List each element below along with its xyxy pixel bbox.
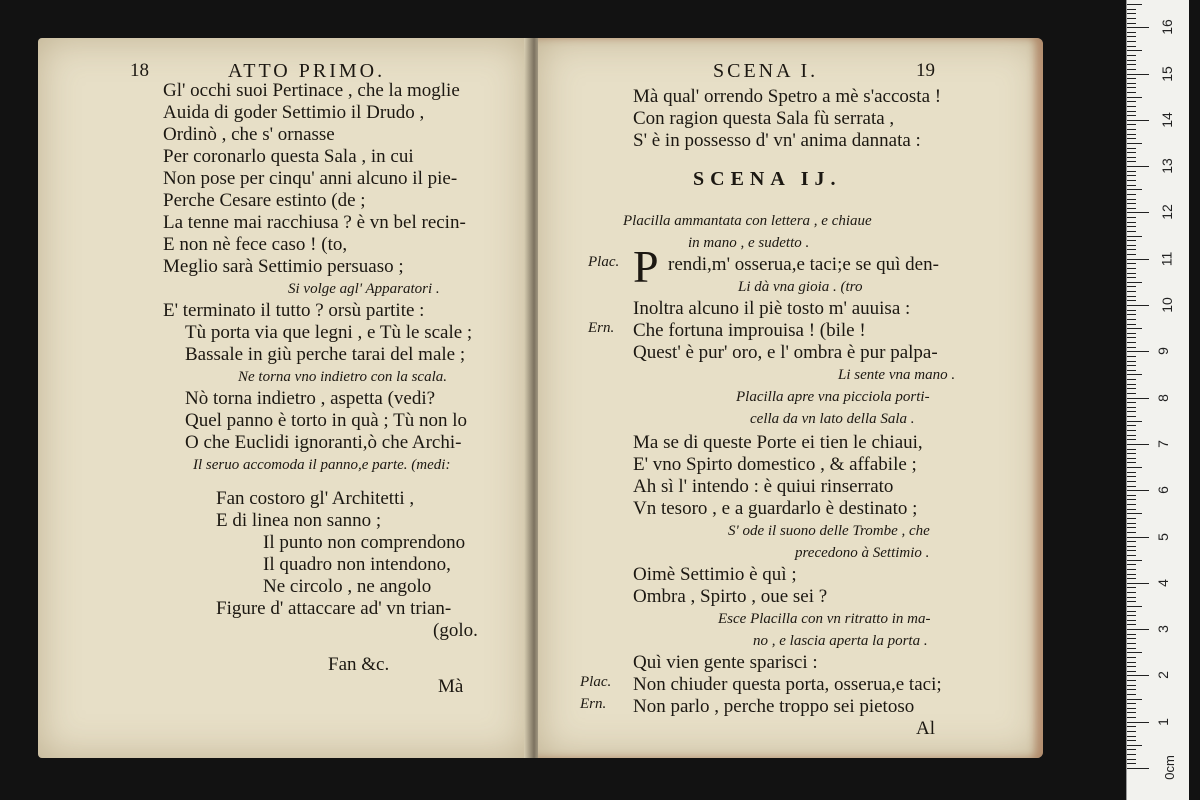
text-line: Quel panno è torto in quà ; Tù non lo	[185, 410, 467, 431]
stage-direction: in mano , e sudetto .	[688, 235, 810, 251]
text-line: Vn tesoro , e a guardarlo è destinato ;	[633, 498, 918, 519]
ruler-tick	[1127, 560, 1142, 561]
ruler-tick	[1127, 708, 1136, 709]
text-line: La tenne mai racchiusa ? è vn bel recin-	[163, 212, 466, 233]
catchword: Al	[916, 718, 935, 739]
verse-line: Il punto non comprendono	[263, 532, 466, 553]
text-line: Quì vien gente sparisci :	[633, 652, 818, 673]
ruler-tick	[1127, 615, 1136, 616]
ruler-tick	[1127, 384, 1136, 385]
ruler-tick	[1127, 259, 1149, 260]
ruler-tick	[1127, 379, 1136, 380]
ruler-tick	[1127, 666, 1136, 667]
ruler-tick	[1127, 680, 1136, 681]
text-line: Ombra , Spirto , oue sei ?	[633, 586, 828, 607]
speaker-label: Ern.	[588, 320, 615, 336]
ruler-tick	[1127, 527, 1136, 528]
ruler-tick	[1127, 222, 1136, 223]
ruler-tick	[1127, 717, 1136, 718]
ruler-tick	[1127, 648, 1136, 649]
ruler-tick	[1127, 347, 1136, 348]
ruler-tick	[1127, 314, 1136, 315]
ruler-tick	[1127, 499, 1136, 500]
stage-direction: cella da vn lato della Sala .	[750, 411, 915, 427]
ruler-tick	[1127, 13, 1136, 14]
ruler-tick	[1127, 453, 1136, 454]
ruler-tick	[1127, 712, 1136, 713]
speaker-label: Plac.	[580, 674, 612, 690]
ruler-tick	[1127, 194, 1136, 195]
ruler-tick	[1127, 249, 1136, 250]
ruler-tick	[1127, 55, 1136, 56]
ruler-tick	[1127, 324, 1136, 325]
ruler-tick	[1127, 4, 1142, 5]
ruler-tick	[1127, 601, 1136, 602]
ruler-number: 4	[1154, 578, 1171, 587]
ruler-tick	[1127, 199, 1136, 200]
ruler-tick	[1127, 217, 1136, 218]
scene-title: SCENA IJ.	[693, 168, 842, 190]
ruler-tick	[1127, 731, 1136, 732]
page-number-left: 18	[130, 60, 149, 81]
ruler-tick	[1127, 587, 1136, 588]
ruler-tick	[1127, 458, 1136, 459]
ruler-number: 1	[1154, 717, 1171, 726]
text-line: Mà qual' orrendo Spetro a mè s'accosta !	[633, 86, 942, 107]
page-number-right: 19	[916, 60, 935, 81]
ruler-tick	[1127, 92, 1136, 93]
ruler-tick	[1127, 226, 1136, 227]
ruler-tick	[1127, 574, 1136, 575]
ruler-tick	[1127, 592, 1136, 593]
ruler-tick	[1127, 416, 1136, 417]
stage-direction: no , e lascia aperta la porta .	[753, 633, 928, 649]
stage-direction: Placilla ammantata con lettera , e chiaue	[623, 213, 872, 229]
running-head-right: SCENA I.	[713, 60, 819, 82]
ruler-tick	[1127, 620, 1136, 621]
text-line: Non chiuder questa porta, osserua,e taci;	[633, 674, 942, 695]
ruler-tick	[1127, 41, 1136, 42]
ruler-tick	[1127, 439, 1136, 440]
ruler-tick	[1127, 749, 1136, 750]
verse-line: Ne circolo , ne angolo	[263, 576, 432, 597]
ruler-tick	[1127, 532, 1136, 533]
ruler-number: 14	[1158, 112, 1175, 128]
ruler-tick	[1127, 46, 1136, 47]
ruler-number: 8	[1154, 393, 1171, 402]
ruler-tick	[1127, 550, 1136, 551]
ruler-tick	[1127, 388, 1136, 389]
ruler-tick	[1127, 23, 1136, 24]
text-line: Per coronarlo questa Sala , in cui	[163, 146, 414, 167]
ruler-tick	[1127, 430, 1136, 431]
ruler-tick	[1127, 333, 1136, 334]
ruler-tick	[1127, 175, 1136, 176]
ruler-tick	[1127, 185, 1136, 186]
stage-direction: Placilla apre vna picciola porti-	[736, 389, 930, 405]
ruler-tick	[1127, 754, 1136, 755]
ruler-tick	[1127, 134, 1136, 135]
ruler-number: 16	[1158, 19, 1175, 35]
ruler-tick	[1127, 236, 1142, 237]
ruler-tick	[1127, 555, 1136, 556]
ruler-tick	[1127, 722, 1149, 723]
ruler-tick	[1127, 411, 1136, 412]
ruler-tick	[1127, 74, 1149, 75]
stage-direction: Il seruo accomoda il panno,e parte. (medi:	[193, 457, 451, 473]
ruler-tick	[1127, 740, 1136, 741]
ruler-tick	[1127, 597, 1136, 598]
ruler-tick	[1127, 310, 1136, 311]
ruler-tick	[1127, 745, 1142, 746]
ruler-tick	[1127, 268, 1136, 269]
ruler-tick	[1127, 337, 1136, 338]
ruler-tick	[1127, 27, 1149, 28]
catchword: Mà	[438, 676, 464, 697]
text-line: Oimè Settimio è quì ;	[633, 564, 797, 585]
ruler-tick	[1127, 64, 1136, 65]
ruler-tick	[1127, 273, 1136, 274]
ruler-tick	[1127, 166, 1149, 167]
text-line: Bassale in giù perche tarai del male ;	[185, 344, 466, 365]
ruler-tick	[1127, 694, 1136, 695]
text-line: Quest' è pur' oro, e l' ombra è pur palpa-	[633, 342, 938, 363]
running-head-left: ATTO PRIMO.	[228, 60, 386, 82]
ruler-tick	[1127, 143, 1142, 144]
ruler-tick	[1127, 675, 1149, 676]
ruler-tick	[1127, 518, 1136, 519]
ruler-tick	[1127, 120, 1149, 121]
ruler-tick	[1127, 736, 1136, 737]
text-line: Inoltra alcuno il piè tosto m' auuisa :	[633, 298, 911, 319]
ruler-tick	[1127, 32, 1136, 33]
ruler-tick	[1127, 393, 1136, 394]
ruler-tick	[1127, 671, 1136, 672]
stage-direction: Li sente vna mano .	[838, 367, 956, 383]
ruler-tick	[1127, 282, 1142, 283]
open-book	[38, 38, 1048, 758]
stage-direction: Ne torna vno indietro con la scala.	[238, 369, 448, 385]
ruler-tick	[1127, 435, 1136, 436]
closing-line: Fan &c.	[328, 654, 390, 675]
ruler-tick	[1127, 124, 1136, 125]
ruler-tick	[1127, 374, 1142, 375]
ruler-tick	[1127, 36, 1136, 37]
ruler-tick	[1127, 768, 1149, 769]
text-line: Ah sì l' intendo : è quiui rinserrato	[633, 476, 894, 497]
ruler-tick	[1127, 189, 1142, 190]
text-line: Perche Cesare estinto (de ;	[163, 190, 366, 211]
ruler-tick	[1127, 537, 1149, 538]
ruler-tick	[1127, 578, 1136, 579]
ruler-tick	[1127, 449, 1136, 450]
ruler-tick	[1127, 180, 1136, 181]
ruler-tick	[1127, 481, 1136, 482]
ruler-number: 10	[1158, 297, 1175, 313]
ruler-tick	[1127, 759, 1136, 760]
ruler-tick	[1127, 624, 1136, 625]
ruler-tick	[1127, 305, 1149, 306]
ruler-number: 13	[1158, 158, 1175, 174]
ruler-tick	[1127, 472, 1136, 473]
ruler-tick	[1127, 97, 1142, 98]
ruler-tick	[1127, 546, 1136, 547]
ruler-tick	[1127, 342, 1136, 343]
ruler-tick	[1127, 171, 1136, 172]
stage-direction: S' ode il suono delle Trombe , che	[728, 523, 930, 539]
ruler-tick	[1127, 402, 1136, 403]
ruler-tick	[1127, 152, 1136, 153]
ruler-tick	[1127, 78, 1136, 79]
ruler-tick	[1127, 685, 1136, 686]
ruler-tick	[1127, 606, 1142, 607]
ruler-tick	[1127, 513, 1142, 514]
ruler-tick	[1127, 541, 1136, 542]
ruler-tick	[1127, 300, 1136, 301]
verse-line: (golo.	[433, 620, 478, 641]
ruler-tick	[1127, 486, 1136, 487]
text-line: Che fortuna improuisa ! (bile !	[633, 320, 866, 341]
verse-line: Figure d' attaccare ad' vn trian-	[216, 598, 452, 619]
ruler-tick	[1127, 291, 1136, 292]
speaker-label: Plac.	[588, 254, 620, 270]
ruler-tick	[1127, 703, 1136, 704]
ruler-unit-label: 0cm	[1161, 755, 1177, 780]
ruler-tick	[1127, 106, 1136, 107]
text-line: rendi,m' osserua,e taci;e se quì den-	[668, 254, 939, 275]
ruler-tick	[1127, 569, 1136, 570]
speaker-label: Ern.	[580, 696, 607, 712]
verse-line: Fan costoro gl' Architetti ,	[216, 488, 415, 509]
ruler-tick	[1127, 208, 1136, 209]
ruler-tick	[1127, 60, 1136, 61]
ruler-tick	[1127, 398, 1149, 399]
text-line: Ma se di queste Porte ei tien le chiaui,	[633, 432, 923, 453]
ruler-number: 6	[1154, 486, 1171, 495]
ruler-tick	[1127, 161, 1136, 162]
ruler-tick	[1127, 69, 1136, 70]
ruler-tick	[1127, 407, 1136, 408]
ruler-tick	[1127, 286, 1136, 287]
ruler-tick	[1127, 277, 1136, 278]
ruler-tick	[1127, 462, 1136, 463]
text-line: Auida di goder Settimio il Drudo ,	[163, 102, 425, 123]
ruler-tick	[1127, 129, 1136, 130]
ruler-tick	[1127, 643, 1136, 644]
left-page	[38, 38, 528, 758]
ruler-tick	[1127, 231, 1136, 232]
ruler-tick	[1127, 634, 1136, 635]
stage-direction: Esce Placilla con vn ritratto in ma-	[718, 611, 931, 627]
ruler-tick	[1127, 240, 1136, 241]
text-line: Non pose per cinqu' anni alcuno il pie-	[163, 168, 458, 189]
ruler-tick	[1127, 356, 1136, 357]
ruler-tick	[1127, 611, 1136, 612]
verse-line: E di linea non sanno ;	[216, 510, 382, 531]
ruler-tick	[1127, 9, 1136, 10]
text-line: O che Euclidi ignoranti,ò che Archi-	[185, 432, 462, 453]
text-line: Con ragion questa Sala fù serrata ,	[633, 108, 895, 129]
ruler-tick	[1127, 509, 1136, 510]
text-line: Meglio sarà Settimio persuaso ;	[163, 256, 404, 277]
text-line: E' terminato il tutto ? orsù partite :	[163, 300, 425, 321]
ruler-tick	[1127, 18, 1136, 19]
ruler-tick	[1127, 444, 1149, 445]
ruler-tick	[1127, 83, 1136, 84]
ruler-tick	[1127, 157, 1136, 158]
ruler-tick	[1127, 296, 1136, 297]
drop-cap: P	[633, 241, 659, 292]
ruler-number: 9	[1154, 347, 1171, 356]
ruler-tick	[1127, 476, 1136, 477]
ruler-tick	[1127, 425, 1136, 426]
stage-direction: Li dà vna gioia . (tro	[738, 279, 863, 295]
ruler-number: 3	[1154, 625, 1171, 633]
text-line: Non parlo , perche troppo sei pietoso	[633, 696, 915, 717]
ruler-tick	[1127, 138, 1136, 139]
ruler-tick	[1127, 328, 1142, 329]
measuring-ruler	[1126, 0, 1189, 800]
ruler-tick	[1127, 148, 1136, 149]
text-line: Nò torna indietro , aspetta (vedi?	[185, 388, 436, 409]
ruler-tick	[1127, 50, 1142, 51]
ruler-tick	[1127, 361, 1136, 362]
ruler-tick	[1127, 245, 1136, 246]
ruler-tick	[1127, 699, 1142, 700]
ruler-tick	[1127, 87, 1136, 88]
ruler-tick	[1127, 662, 1136, 663]
text-line: Ordinò , che s' ornasse	[163, 124, 335, 145]
text-line: E' vno Spirto domestico , & affabile ;	[633, 454, 917, 475]
ruler-tick	[1127, 495, 1136, 496]
text-line: E non nè fece caso ! (to,	[163, 234, 348, 255]
ruler-tick	[1127, 726, 1136, 727]
ruler-tick	[1127, 101, 1136, 102]
text-line: Tù porta via que legni , e Tù le scale ;	[185, 322, 473, 343]
ruler-tick	[1127, 370, 1136, 371]
text-line: S' è in possesso d' vn' anima dannata :	[633, 130, 921, 151]
ruler-tick	[1127, 319, 1136, 320]
right-page	[538, 38, 1043, 758]
ruler-tick	[1127, 263, 1136, 264]
ruler-number: 15	[1158, 65, 1175, 82]
ruler-tick	[1127, 583, 1149, 584]
ruler-number: 7	[1154, 439, 1171, 448]
ruler-tick	[1127, 523, 1136, 524]
ruler-number: 12	[1158, 204, 1175, 221]
ruler-tick	[1127, 763, 1136, 764]
ruler-tick	[1127, 652, 1142, 653]
ruler-tick	[1127, 212, 1149, 213]
ruler-tick	[1127, 254, 1136, 255]
ruler-tick	[1127, 351, 1149, 352]
stage-direction: Si volge agl' Apparatori .	[288, 281, 440, 297]
ruler-tick	[1127, 689, 1136, 690]
ruler-tick	[1127, 504, 1136, 505]
ruler-tick	[1127, 467, 1142, 468]
verse-line: Il quadro non intendono,	[263, 554, 451, 575]
ruler-number: 2	[1154, 671, 1171, 680]
ruler-tick	[1127, 638, 1136, 639]
ruler-tick	[1127, 115, 1136, 116]
text-line: Gl' occhi suoi Pertinace , che la moglie	[163, 80, 460, 101]
ruler-tick	[1127, 564, 1136, 565]
ruler-tick	[1127, 490, 1149, 491]
ruler-number: 5	[1154, 532, 1171, 541]
ruler-tick	[1127, 203, 1136, 204]
ruler-tick	[1127, 421, 1142, 422]
ruler-tick	[1127, 629, 1149, 630]
ruler-number: 11	[1158, 251, 1175, 266]
ruler-tick	[1127, 111, 1136, 112]
ruler-tick	[1127, 657, 1136, 658]
stage-direction: precedono à Settimio .	[795, 545, 930, 561]
ruler-tick	[1127, 365, 1136, 366]
